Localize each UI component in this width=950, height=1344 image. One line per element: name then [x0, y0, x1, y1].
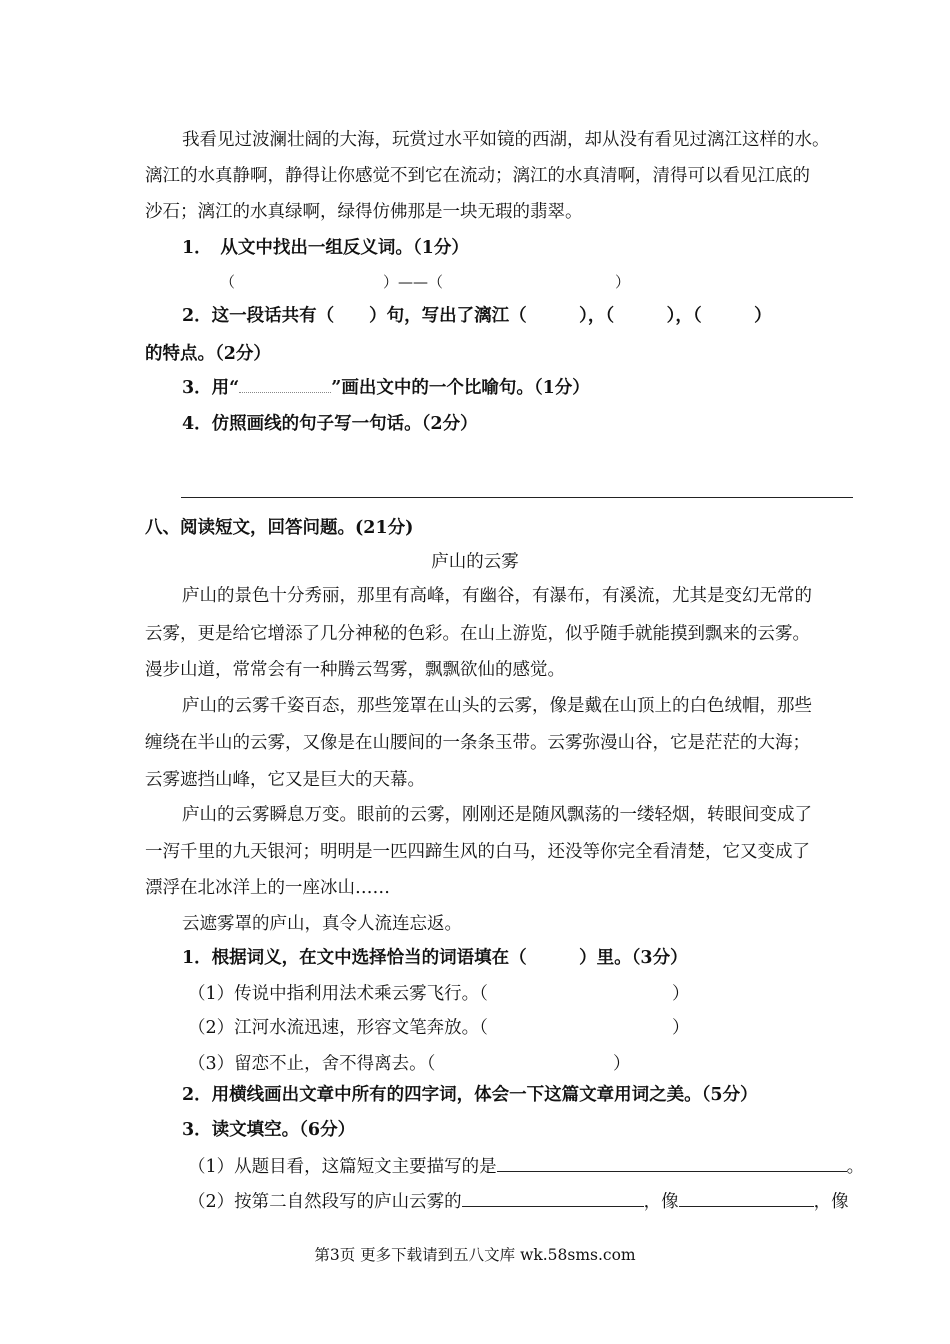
- p2-line-1: 庐山的云雾千姿百态，那些笼罩在山头的云雾，像是戴在山顶上的白色绒帽，那些: [182, 696, 812, 716]
- p1-line-3: 漫步山道，常常会有一种腾云驾雾，飘飘欲仙的感觉。: [145, 660, 565, 680]
- s8-q3-item-2-like-1: ，像: [643, 1192, 679, 1212]
- s8-q1-item-3-close: ）: [613, 1054, 631, 1074]
- passage1-line-1: 我看见过波澜壮阔的大海，玩赏过水平如镜的西湖，却从没有看见过漓江这样的水。: [182, 130, 830, 150]
- q2-sentence-count: 2．这一段话共有（ ）句，写出了漓江（ ），（ ），（ ）: [182, 306, 772, 326]
- s8-q3-item-2: [188, 1188, 849, 1214]
- p4-line: 云遮雾罩的庐山，真令人流连忘返。: [182, 914, 462, 934]
- s8-q3-item-1-end: 。: [846, 1157, 865, 1177]
- p3-line-2: 一泻千里的九天银河；明明是一匹四蹄生风的白马，还没等你完全看清楚，它又变成了: [145, 842, 810, 862]
- s8-q3-item-1-text: （1）从题目看，这篇短文主要描写的是: [188, 1157, 497, 1177]
- blank-like-1[interactable]: [679, 1188, 814, 1207]
- answer-line-q4: [181, 497, 853, 498]
- p2-line-2: 缠绕在半山的云雾，又像是在山腰间的一条条玉带。云雾弥漫山谷，它是茫茫的大海；: [145, 733, 810, 753]
- article-title: 庐山的云雾: [431, 552, 519, 572]
- blank-main-subject[interactable]: [497, 1153, 847, 1172]
- wavy-underline-sample: [239, 378, 331, 393]
- q3-text-after: ”画出文中的一个比喻句。（1分）: [331, 378, 590, 398]
- s8-q1-item-1-close: ）: [672, 984, 690, 1004]
- s8-q3: 3．读文填空。（6分）: [182, 1120, 356, 1140]
- s8-q1-item-2-close: ）: [672, 1018, 690, 1038]
- s8-q1: 1．根据词义，在文中选择恰当的词语填在（ ）里。（3分）: [182, 948, 688, 968]
- page-footer: 第3页 更多下载请到五八文库 wk.58sms.com: [314, 1246, 636, 1264]
- passage1-line-3: 沙石；漓江的水真绿啊，绿得仿佛那是一块无瑕的翡翠。: [145, 202, 583, 222]
- q2-continuation: 的特点。（2分）: [145, 344, 271, 364]
- s8-q1-item-1: （1）传说中指利用法术乘云雾飞行。（: [188, 984, 488, 1004]
- q3-simile: [182, 376, 590, 400]
- s8-q1-item-3: （3）留恋不止，舍不得离去。（: [188, 1054, 436, 1074]
- s8-q3-item-1: [188, 1153, 864, 1179]
- p1-line-2: 云雾，更是给它增添了几分神秘的色彩。在山上游览，似乎随手就能摸到飘来的云雾。: [145, 624, 810, 644]
- p1-line-1: 庐山的景色十分秀丽，那里有高峰，有幽谷，有瀑布，有溪流，尤其是变幻无常的: [182, 586, 812, 606]
- p2-line-3: 云雾遮挡山峰，它又是巨大的天幕。: [145, 770, 425, 790]
- q3-text-before: 3．用“: [182, 378, 240, 398]
- p3-line-1: 庐山的云雾瞬息万变。眼前的云雾，刚刚还是随风飘荡的一缕轻烟，转眼间变成了: [182, 805, 812, 825]
- p3-line-3: 漂浮在北冰洋上的一座冰山……: [145, 878, 390, 898]
- q1-answer-left-paren: （: [220, 273, 236, 291]
- s8-q3-item-2-like-2: ，像: [813, 1192, 849, 1212]
- q1-answer-right-paren: ）: [615, 273, 631, 291]
- q4-imitate: 4．仿照画线的句子写一句话。（2分）: [182, 414, 478, 434]
- passage1-line-2: 漓江的水真静啊，静得让你感觉不到它在流动；漓江的水真清啊，清得可以看见江底的: [145, 166, 810, 186]
- s8-q1-item-2: （2）江河水流迅速，形容文笔奔放。（: [188, 1018, 488, 1038]
- q1-antonyms: 1． 从文中找出一组反义词。（1分）: [182, 238, 469, 258]
- s8-q3-item-2-text: （2）按第二自然段写的庐山云雾的: [188, 1192, 462, 1212]
- q1-answer-middle: ）——（: [383, 273, 444, 291]
- section8-heading: 八、阅读短文，回答问题。(21分): [145, 518, 414, 538]
- blank-cloud-feature[interactable]: [462, 1188, 644, 1207]
- s8-q2: 2．用横线画出文章中所有的四字词，体会一下这篇文章用词之美。（5分）: [182, 1085, 758, 1105]
